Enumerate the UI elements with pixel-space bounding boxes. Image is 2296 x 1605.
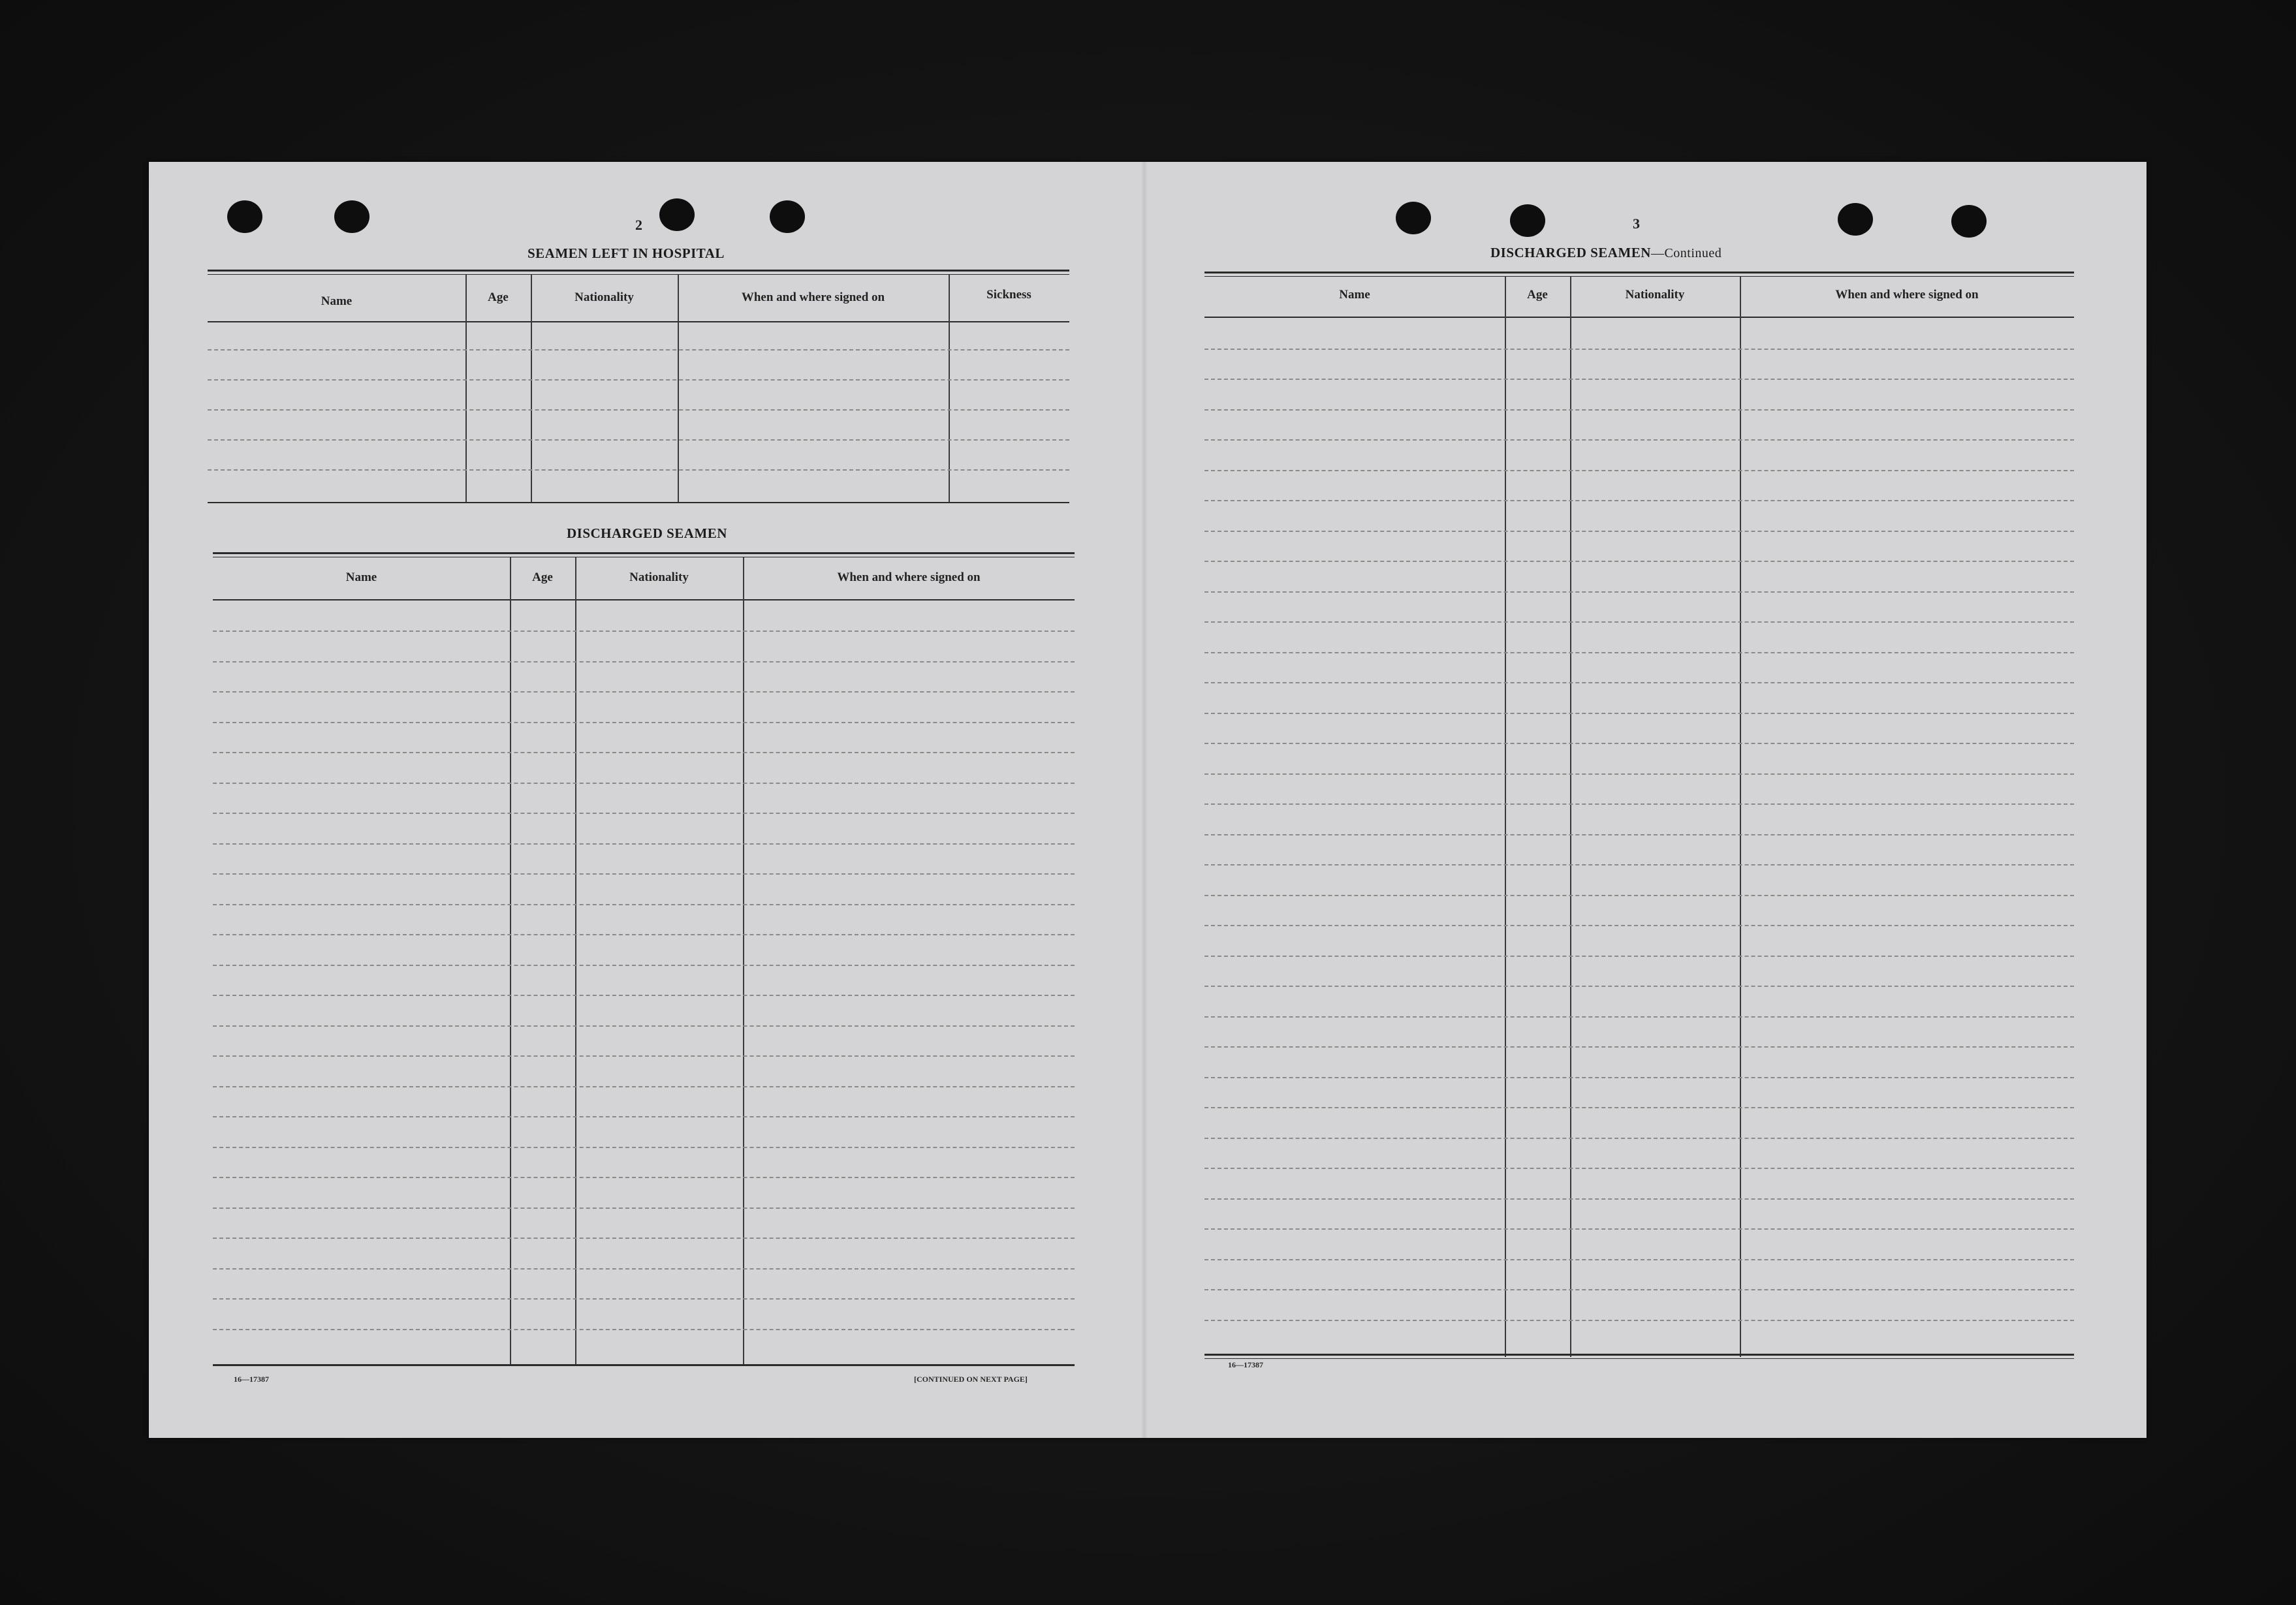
entry-row [213,965,1075,966]
table-top-rule [208,270,1069,272]
entry-row [213,722,1075,723]
punch-hole-icon [770,200,805,233]
col-header-name: Name [345,570,377,584]
col-header-signed-on: When and where signed on [741,290,885,304]
section-title-suffix: —Continued [1650,246,1722,260]
table-top-rule [1204,272,2074,273]
entry-row [213,1116,1075,1117]
punch-hole-icon [659,198,695,231]
entry-row [213,631,1075,632]
entry-row [213,1055,1075,1057]
col-header-age: Age [1527,288,1548,302]
column-divider [743,557,744,1365]
entry-row [213,783,1075,784]
punch-hole-icon [1510,204,1545,237]
entry-row [1204,439,2074,441]
table-bottom-rule [213,1364,1075,1366]
entry-row [1204,1259,2074,1260]
col-header-signed-on: When and where signed on [837,570,981,584]
entry-row [213,1086,1075,1087]
document-sheet [149,162,2147,1438]
entry-row [208,379,1069,381]
entry-row [1204,1289,2074,1290]
entry-row [1204,561,2074,562]
punch-hole-icon [1396,202,1431,234]
entry-row [213,1147,1075,1148]
section-title-text: DISCHARGED SEAMEN [1490,245,1651,260]
col-header-nationality: Nationality [629,570,689,584]
entry-row [1204,500,2074,501]
entry-row [1204,1320,2074,1321]
header-bottom-rule [213,599,1075,600]
page-number: 2 [635,217,642,233]
entry-row [213,1298,1075,1300]
entry-row [213,752,1075,753]
entry-row [213,1177,1075,1178]
entry-row [1204,1198,2074,1200]
header-bottom-rule [1204,317,2074,318]
entry-row [213,813,1075,814]
entry-row [208,349,1069,351]
section-title-hospital: SEAMEN LEFT IN HOSPITAL [527,245,725,261]
column-divider [510,557,511,1365]
entry-row [1204,1016,2074,1018]
entry-row [1204,834,2074,835]
entry-row [1204,864,2074,865]
entry-row [1204,591,2074,593]
entry-row [1204,1046,2074,1048]
entry-row [208,439,1069,441]
col-header-nationality: Nationality [1625,288,1685,302]
entry-row [1204,803,2074,805]
hospital-table [208,270,1069,511]
section-title-discharged-continued [1490,245,1722,261]
section-title-discharged: DISCHARGED SEAMEN [567,525,727,541]
punch-hole-icon [1951,205,1987,238]
entry-row [213,1329,1075,1330]
entry-row [1204,1077,2074,1078]
entry-row [1204,1168,2074,1169]
entry-row [1204,1228,2074,1230]
table-bottom-rule [1204,1358,2074,1359]
discharged-table [213,552,1075,1368]
entry-row [1204,1107,2074,1108]
page-number: 3 [1633,215,1640,232]
entry-row [213,1208,1075,1209]
entry-row [1204,773,2074,775]
entry-row [213,661,1075,662]
col-header-age: Age [488,290,509,304]
col-header-age: Age [532,570,553,584]
entry-row [213,904,1075,905]
column-divider [575,557,576,1365]
entry-row [213,873,1075,875]
form-number: 16—17387 [1228,1360,1263,1369]
entry-row [1204,743,2074,744]
continued-note: [CONTINUED ON NEXT PAGE] [914,1375,1028,1384]
table-top-rule [208,274,1069,275]
entry-row [1204,925,2074,926]
col-header-name: Name [321,294,353,308]
entry-row [1204,349,2074,350]
table-bottom-rule [208,502,1069,503]
entry-row [213,691,1075,693]
center-fold [1141,162,1148,1438]
discharged-continued-table [1204,272,2074,1525]
table-top-rule [213,552,1075,554]
entry-row [208,469,1069,471]
entry-row [1204,409,2074,411]
entry-row [213,934,1075,935]
entry-row [1204,895,2074,896]
col-header-signed-on: When and where signed on [1835,288,1979,302]
entry-row [1204,379,2074,380]
form-number: 16—17387 [234,1375,269,1384]
entry-row [1204,621,2074,623]
table-bottom-rule [1204,1354,2074,1356]
entry-row [1204,652,2074,653]
entry-row [213,1238,1075,1239]
entry-row [213,1268,1075,1270]
entry-row [213,1025,1075,1027]
table-top-rule [1204,276,2074,277]
entry-row [1204,470,2074,471]
entry-row [213,995,1075,996]
entry-row [1204,986,2074,987]
punch-hole-icon [1838,203,1873,236]
punch-hole-icon [334,200,370,233]
entry-row [1204,713,2074,714]
punch-hole-icon [227,200,262,233]
entry-row [213,843,1075,845]
entry-row [1204,956,2074,957]
col-header-sickness: Sickness [986,288,1031,302]
entry-row [1204,682,2074,683]
entry-row [1204,1138,2074,1139]
col-header-name: Name [1339,288,1370,302]
entry-row [1204,531,2074,532]
col-header-nationality: Nationality [574,290,634,304]
entry-row [208,409,1069,411]
header-bottom-rule [208,321,1069,322]
